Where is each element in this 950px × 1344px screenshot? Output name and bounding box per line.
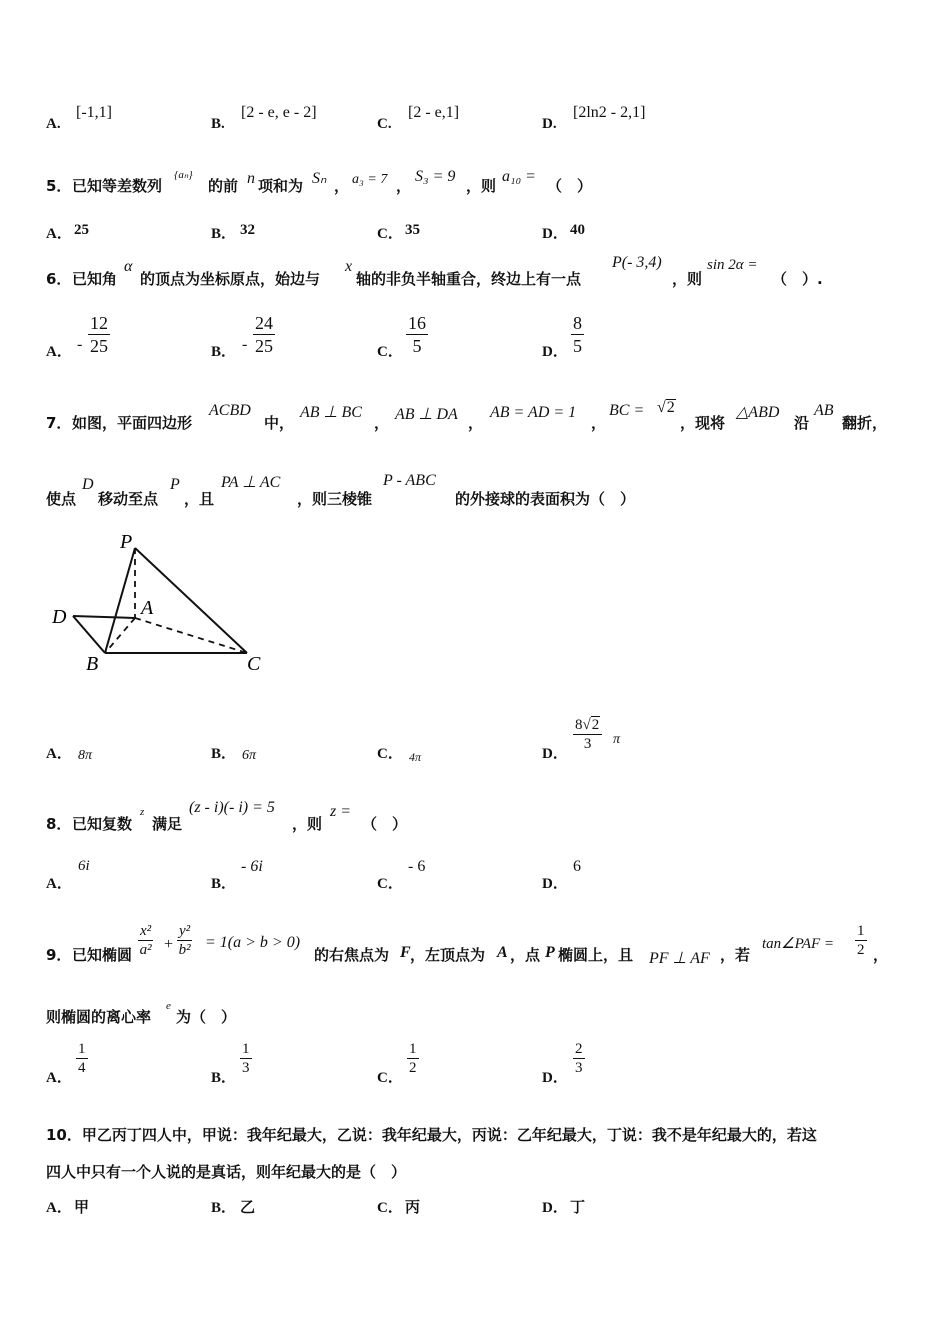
q9-option-c-den: 2: [409, 1060, 417, 1076]
q7-option-d-radicand: 2: [591, 717, 600, 733]
option-c-label[interactable]: C.: [377, 116, 392, 132]
q8-option-b-value: - 6i: [241, 858, 263, 875]
q9-line2-text-1: 则椭圆的离心率: [46, 1008, 152, 1026]
q7-line2-text-5: 的外接球的表面积为（ ）: [455, 490, 636, 508]
q9-text-6: ，若: [720, 946, 751, 964]
q9-option-a-den: 4: [78, 1060, 86, 1076]
q6-option-b-label[interactable]: B．: [211, 344, 237, 360]
q8-ask: z =: [330, 803, 352, 820]
q5-sequence: {aₙ}: [174, 169, 193, 181]
q8-option-d-label[interactable]: D．: [542, 876, 568, 892]
q9-fraction-x-num: x²: [140, 923, 152, 939]
q6-option-d-den: 5: [573, 336, 582, 356]
q6-option-d-label[interactable]: D．: [542, 344, 568, 360]
q8-option-c-value: - 6: [408, 858, 426, 875]
q5-a10: a₁₀ =: [502, 168, 536, 185]
q6-option-a-num: 12: [90, 313, 108, 333]
q6-point: P(- 3,4): [612, 254, 662, 271]
q7-text-1: 如图，平面四边形: [72, 414, 193, 432]
q5-sn: Sₙ: [312, 170, 327, 187]
q5-option-c-value: 35: [405, 222, 420, 238]
q7-cond-3: AB = AD = 1: [490, 404, 577, 421]
q9-tan-num: 1: [857, 923, 865, 939]
label-d: D: [52, 606, 67, 628]
q7-cond-5: PA ⊥ AC: [221, 474, 281, 491]
q6-option-a-fraction: [88, 312, 110, 357]
q5-option-a-label[interactable]: A．: [46, 226, 72, 242]
q7-line2-text-2: 移动至点: [98, 490, 159, 508]
q9-option-c-num: 1: [409, 1041, 417, 1057]
q6-option-b-den: 25: [255, 336, 273, 356]
q9-tan-den: 2: [857, 942, 865, 958]
q7-p: P: [170, 476, 180, 493]
q7-option-d-num: 8√2: [573, 716, 602, 735]
q9-option-a-num: 1: [78, 1041, 86, 1057]
q9-text-5: 椭圆上，且: [558, 946, 634, 964]
q9-option-d-num: 2: [575, 1041, 583, 1057]
q6-option-a-label[interactable]: A．: [46, 344, 72, 360]
option-c-value: [2 - e,1]: [408, 104, 460, 121]
q8-option-a-label[interactable]: A．: [46, 876, 72, 892]
q6-option-d-fraction: [571, 312, 584, 357]
q9-option-b-label[interactable]: B．: [211, 1070, 237, 1086]
q5-option-d-value: 40: [570, 222, 585, 238]
q7-triangle: △ABD: [736, 404, 780, 421]
q9-fraction-y-num: y²: [179, 923, 191, 939]
q9-text-2: 的右焦点为: [314, 946, 390, 964]
q7-line2-text-3: ，且: [184, 490, 215, 508]
q9-A: A: [497, 944, 508, 961]
q7-option-a-value: 8π: [78, 748, 93, 763]
q8-option-d-value: 6: [573, 858, 581, 875]
q8-option-b-label[interactable]: B．: [211, 876, 237, 892]
q8-text-3: ，则: [292, 815, 323, 833]
q8-option-a-value: 6i: [78, 858, 90, 874]
q5-s3: S₃ = 9: [415, 168, 456, 185]
q7-cond-2: AB ⊥ DA: [395, 406, 458, 423]
q6-alpha: α: [124, 258, 133, 275]
q8-option-c-label[interactable]: C．: [377, 876, 403, 892]
q7-d: D: [82, 476, 94, 493]
edge-ac: [135, 618, 247, 653]
q10-option-b-label[interactable]: B．: [211, 1200, 237, 1216]
q5-sep-2: ，: [396, 177, 412, 195]
q7-acbd: ACBD: [209, 402, 251, 419]
q8-z: z: [140, 806, 145, 818]
label-a: A: [141, 597, 154, 619]
q7-sep-2: ，: [468, 414, 484, 432]
q9-fraction-x: [138, 922, 153, 959]
q7-cond-1: AB ⊥ BC: [300, 404, 362, 421]
q10-option-a-label[interactable]: A．: [46, 1200, 72, 1216]
option-a-value: [-1,1]: [76, 104, 112, 121]
q9-option-c-label[interactable]: C．: [377, 1070, 403, 1086]
q7-text-3: ，现将: [680, 414, 726, 432]
q9-text-1: 已知椭圆: [72, 946, 133, 964]
q6-option-b-sign: -: [242, 336, 248, 353]
q9-fraction-x-den: a²: [139, 942, 152, 958]
q9-option-b-num: 1: [242, 1041, 250, 1057]
q7-option-d-label[interactable]: D．: [542, 746, 568, 762]
option-a-label[interactable]: A.: [46, 116, 61, 132]
q9-F: F: [400, 944, 411, 961]
q6-option-c-num: 16: [408, 313, 426, 333]
q6-option-b-fraction: [253, 312, 275, 357]
q9-P: P: [545, 944, 555, 961]
q7-option-a-label[interactable]: A．: [46, 746, 72, 762]
q6-option-c-label[interactable]: C．: [377, 344, 403, 360]
q7-cond-4-radicand: 2: [666, 399, 675, 416]
q9-fraction-y-den: b²: [178, 942, 191, 958]
q7-sep-3: ，: [591, 414, 607, 432]
q6-text-2: 的顶点为坐标原点，始边与: [140, 270, 321, 288]
q7-pabc: P - ABC: [383, 472, 436, 489]
q6-text-1: 已知角: [72, 270, 118, 288]
q7-option-d-den: 3: [583, 736, 592, 752]
q9-e: e: [166, 1000, 171, 1012]
q7-text-4: 沿: [794, 414, 810, 432]
q8-text-1: 已知复数: [72, 815, 133, 833]
q6-number: 6．: [46, 270, 72, 288]
q5-text-3: 项和为: [258, 177, 304, 195]
q5-option-b-label[interactable]: B．: [211, 226, 237, 242]
q10-line-2: 四人中只有一个人说的是真话，则年纪最大的是（ ）: [46, 1163, 407, 1181]
q9-tan-fraction: [855, 922, 867, 959]
q9-option-a-label[interactable]: A．: [46, 1070, 72, 1086]
q7-text-2: 中，: [264, 414, 295, 432]
q6-paren: （ ）.: [772, 270, 823, 288]
q9-text-3: ，左顶点为: [410, 946, 486, 964]
q5-option-b-value: 32: [240, 222, 255, 238]
q7-line2-text-1: 使点: [46, 490, 77, 508]
q7-option-c-label[interactable]: C．: [377, 746, 403, 762]
q7-ab: AB: [814, 402, 834, 419]
label-p: P: [120, 531, 133, 553]
q5-a3: a₃ = 7: [352, 172, 388, 187]
q7-number: 7．: [46, 414, 72, 432]
q7-cond-4-lhs: BC =: [609, 402, 645, 419]
q10-option-a-value: 甲: [74, 1198, 90, 1216]
q5-text-4: ，则: [466, 177, 497, 195]
q5-paren: （ ）: [547, 177, 593, 195]
q9-plus: +: [164, 936, 174, 953]
q7-line2-text-4: ，则三棱锥: [297, 490, 373, 508]
option-d-value: [2ln2 - 2,1]: [573, 104, 646, 121]
q5-number: 5．: [46, 177, 72, 195]
edge-db: [73, 616, 105, 653]
q6-x: x: [345, 258, 353, 275]
q6-expr: sin 2α =: [707, 257, 758, 273]
q10-option-d-value: 丁: [570, 1198, 586, 1216]
q6-option-c-den: 5: [412, 336, 422, 356]
q7-option-b-value: 6π: [242, 748, 257, 763]
q10-option-c-label[interactable]: C．: [377, 1200, 403, 1216]
q10-line-1: 10．甲乙丙丁四人中，甲说：我年纪最大，乙说：我年纪最大，丙说：乙年纪最大，丁说：我不是年纪最大的，若这: [46, 1126, 817, 1144]
q8-text-2: 满足: [152, 815, 183, 833]
q9-line2-text-2: 为（ ）: [176, 1008, 237, 1026]
q8-equation: (z - i)(- i) = 5: [189, 799, 275, 816]
q6-option-b-num: 24: [255, 313, 273, 333]
q9-equation-rest: = 1(a > b > 0): [205, 934, 301, 951]
q6-text-3: 轴的非负半轴重合，终边上有一点: [356, 270, 582, 288]
q7-pyramid-figure: [40, 528, 280, 678]
edge-pb: [105, 548, 135, 653]
q8-paren: （ ）: [362, 815, 408, 833]
q6-option-c-fraction: [406, 312, 428, 357]
q9-tan: tan∠PAF =: [762, 936, 835, 952]
q7-option-d-fraction: [573, 716, 602, 753]
q6-option-a-den: 25: [90, 336, 108, 356]
q9-option-b-den: 3: [242, 1060, 250, 1076]
label-b: B: [86, 653, 99, 675]
q10-option-c-value: 丙: [405, 1198, 421, 1216]
q9-perp: PF ⊥ AF: [649, 950, 710, 967]
option-d-label[interactable]: D.: [542, 116, 557, 132]
q10-option-d-label[interactable]: D．: [542, 1200, 568, 1216]
q9-option-b-fraction: [240, 1040, 252, 1077]
q7-text-5: 翻折，: [842, 414, 888, 432]
q5-option-d-label[interactable]: D．: [542, 226, 568, 242]
q9-comma: ，: [873, 946, 889, 964]
q7-option-d-pi: π: [613, 732, 621, 747]
q10-option-b-value: 乙: [240, 1198, 256, 1216]
q5-sep-1: ，: [334, 177, 350, 195]
q9-option-c-fraction: [407, 1040, 419, 1077]
q7-option-b-label[interactable]: B．: [211, 746, 237, 762]
label-c: C: [247, 653, 261, 675]
q9-option-d-label[interactable]: D．: [542, 1070, 568, 1086]
q9-text-4: ，点: [510, 946, 541, 964]
q7-option-d-coef: 8: [575, 717, 583, 733]
q7-cond-4-root: √2: [657, 399, 675, 416]
q7-option-c-value: 4π: [409, 750, 422, 764]
edge-da: [73, 616, 135, 618]
q9-option-d-den: 3: [575, 1060, 583, 1076]
q9-fraction-y: [177, 922, 192, 959]
q9-number: 9．: [46, 946, 72, 964]
q5-text-1: 已知等差数列: [72, 177, 163, 195]
q6-text-4: ，则: [672, 270, 703, 288]
q7-sep-1: ，: [374, 414, 390, 432]
q6-option-a-sign: -: [77, 336, 83, 353]
q8-number: 8．: [46, 815, 72, 833]
q9-option-d-fraction: [573, 1040, 585, 1077]
q5-option-c-label[interactable]: C．: [377, 226, 403, 242]
q6-option-d-num: 8: [573, 313, 582, 333]
q5-n: n: [247, 170, 255, 187]
q9-option-a-fraction: [76, 1040, 88, 1077]
option-b-label[interactable]: B.: [211, 116, 225, 132]
option-b-value: [2 - e, e - 2]: [241, 104, 317, 121]
q5-text-2: 的前: [208, 177, 239, 195]
q5-option-a-value: 25: [74, 222, 89, 238]
